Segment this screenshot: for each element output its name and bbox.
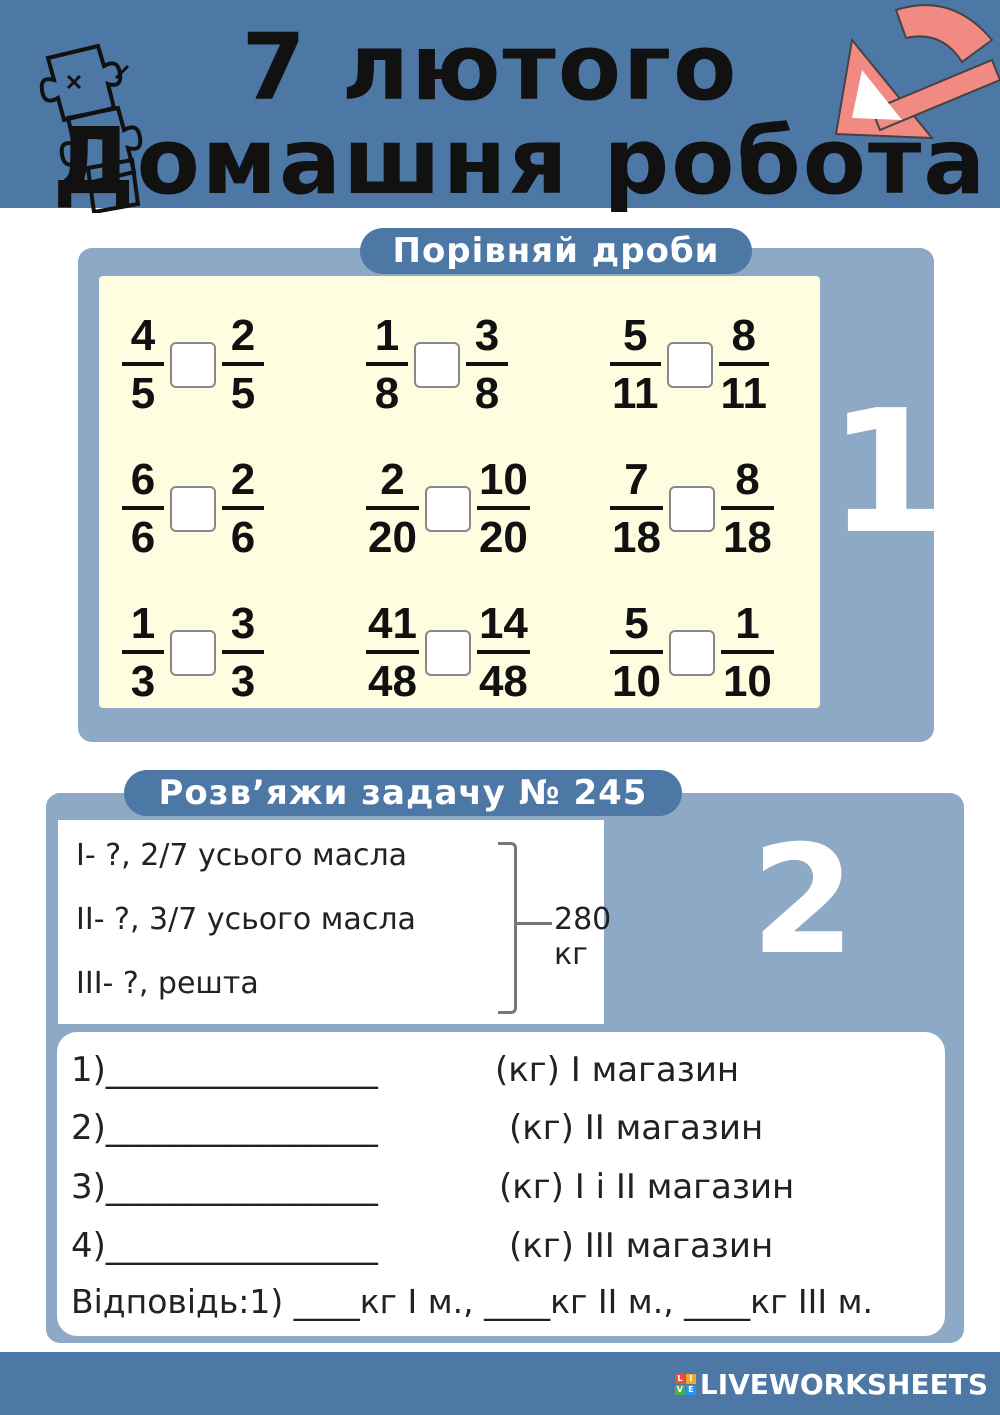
step-3-unit: (кг) І і ІІ магазин (499, 1167, 795, 1207)
denominator: 18 (722, 513, 772, 562)
fraction-comparison (610, 455, 774, 562)
numerator: 10 (478, 455, 528, 504)
step-4-unit: (кг) ІІІ магазин (509, 1226, 774, 1266)
comparison-input-box[interactable] (170, 630, 216, 676)
fraction-b (477, 599, 530, 706)
fraction-comparison (122, 311, 264, 418)
fraction-comparison (366, 455, 530, 562)
problem-condition-card (58, 820, 612, 1024)
brand-mark-e: E (686, 1385, 696, 1395)
step-2-blank[interactable]: 2)________________ (71, 1108, 378, 1148)
brand-mark-v: V (676, 1385, 683, 1394)
fraction-bar (222, 506, 264, 510)
fraction-comparison (610, 311, 769, 418)
numerator: 1 (130, 599, 156, 648)
answer-line[interactable]: Відповідь:1) ____кг І м., ____кг ІІ м., ____кг ІІІ м. (71, 1282, 874, 1321)
denominator: 8 (474, 369, 500, 418)
fraction-bar (222, 362, 264, 366)
fraction-a (366, 311, 408, 418)
denominator: 6 (130, 513, 156, 562)
comparison-input-box[interactable] (414, 342, 460, 388)
fraction-b (222, 311, 264, 418)
fraction-bar (122, 506, 164, 510)
comparison-input-box[interactable] (170, 342, 216, 388)
denominator: 20 (478, 513, 528, 562)
comparison-input-box[interactable] (170, 486, 216, 532)
condition-line-2: ІІ- ?, 3/7 усього масла (76, 902, 416, 937)
comparison-input-box[interactable] (425, 486, 471, 532)
denominator: 48 (478, 657, 528, 706)
numerator: 7 (624, 455, 649, 504)
fraction-bar (466, 362, 508, 366)
denominator: 5 (230, 369, 256, 418)
fraction-b (719, 311, 770, 418)
task2-label: Розв’яжи задачу № 245 (124, 770, 682, 816)
fraction-bar (721, 650, 774, 654)
fraction-bar (719, 362, 770, 366)
fraction-a (122, 599, 164, 706)
fraction-comparison (610, 599, 774, 706)
denominator: 3 (130, 657, 156, 706)
fraction-comparison (122, 455, 264, 562)
numerator: 14 (478, 599, 528, 648)
task1-number: 1 (828, 374, 947, 572)
step-4-blank[interactable]: 4)________________ (71, 1226, 378, 1266)
denominator: 5 (130, 369, 156, 418)
fraction-bar (366, 506, 419, 510)
fraction-bar (366, 650, 419, 654)
fraction-b (222, 455, 264, 562)
fraction-a (610, 599, 663, 706)
page-date-title: 7 лютого (241, 14, 739, 121)
fraction-comparison (366, 311, 508, 418)
fraction-a (122, 455, 164, 562)
step-2-unit: (кг) ІІ магазин (509, 1108, 764, 1148)
numerator: 4 (130, 311, 156, 360)
condition-brace-tick (516, 922, 552, 925)
numerator: 2 (380, 455, 405, 504)
numerator: 5 (624, 599, 649, 648)
numerator: 41 (368, 599, 417, 648)
condition-line-3: ІІІ- ?, решта (76, 966, 259, 1001)
denominator: 11 (720, 369, 768, 418)
page-title: Домашня робота (52, 108, 988, 215)
step-1-unit: (кг) І магазин (495, 1050, 740, 1090)
fraction-bar (366, 362, 408, 366)
denominator: 6 (230, 513, 256, 562)
brand-mark-icon (675, 1374, 696, 1395)
numerator: 8 (735, 455, 760, 504)
fraction-b (721, 599, 774, 706)
fraction-bar (610, 650, 663, 654)
fraction-b (721, 455, 774, 562)
task2-number: 2 (750, 814, 856, 988)
fraction-bar (477, 650, 530, 654)
brand-mark-i: I (686, 1374, 696, 1384)
numerator: 1 (374, 311, 400, 360)
comparison-input-box[interactable] (669, 486, 715, 532)
brand-mark-l: L (675, 1374, 685, 1384)
fraction-a (610, 311, 661, 418)
denominator: 11 (612, 369, 659, 418)
numerator: 3 (230, 599, 256, 648)
task1-label: Порівняй дроби (360, 228, 752, 274)
comparison-input-box[interactable] (667, 342, 713, 388)
brand-name: LIVEWORKSHEETS (699, 1368, 988, 1401)
denominator: 48 (368, 657, 417, 706)
fraction-bar (721, 506, 774, 510)
numerator: 8 (731, 311, 757, 360)
brand-logo[interactable] (675, 1368, 988, 1401)
fraction-bar (122, 362, 164, 366)
step-3-blank[interactable]: 3)________________ (71, 1167, 378, 1207)
comparison-input-box[interactable] (425, 630, 471, 676)
fraction-a (366, 599, 419, 706)
fraction-bar (222, 650, 264, 654)
fraction-comparison (122, 599, 264, 706)
fraction-a (366, 455, 419, 562)
denominator: 10 (612, 657, 661, 706)
denominator: 3 (230, 657, 256, 706)
condition-line-1: І- ?, 2/7 усього масла (76, 838, 408, 873)
total-mass: 280 кг (554, 902, 612, 972)
fraction-comparison (366, 599, 530, 706)
fraction-bar (610, 362, 661, 366)
fraction-b (477, 455, 530, 562)
footer-bar (0, 1352, 1000, 1415)
solution-card (57, 1032, 945, 1336)
fraction-bar (610, 506, 663, 510)
condition-brace (498, 842, 517, 1014)
numerator: 3 (474, 311, 500, 360)
fraction-b (466, 311, 508, 418)
numerator: 1 (735, 599, 760, 648)
fraction-bar (122, 650, 164, 654)
comparison-input-box[interactable] (669, 630, 715, 676)
denominator: 8 (374, 369, 400, 418)
step-1-blank[interactable]: 1)________________ (71, 1050, 378, 1090)
denominator: 18 (612, 513, 661, 562)
denominator: 10 (722, 657, 772, 706)
fraction-bar (477, 506, 530, 510)
numerator: 2 (230, 455, 256, 504)
fraction-a (610, 455, 663, 562)
fraction-a (122, 311, 164, 418)
fraction-b (222, 599, 264, 706)
numerator: 5 (623, 311, 648, 360)
numerator: 6 (130, 455, 156, 504)
denominator: 20 (368, 513, 417, 562)
numerator: 2 (230, 311, 256, 360)
